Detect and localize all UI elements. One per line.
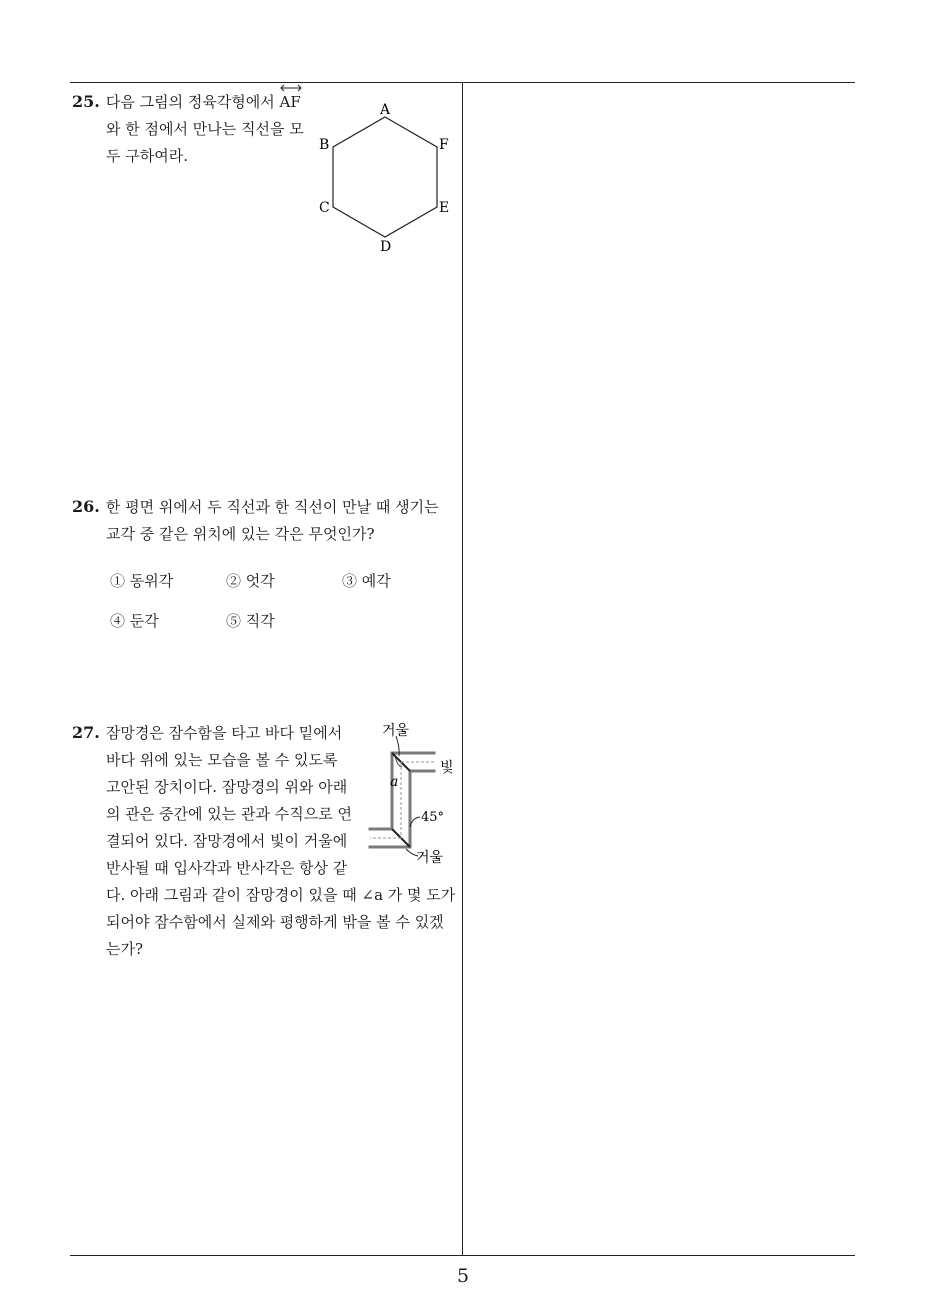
line-segment-af: AF	[280, 89, 301, 116]
vertex-label-b: B	[319, 137, 330, 153]
regular-hexagon	[333, 117, 437, 237]
question-text-line: 다음 그림의 정육각형에서	[105, 93, 280, 111]
vertex-label-f: F	[439, 137, 449, 153]
question-25	[72, 88, 304, 170]
page-number: 5	[456, 1265, 470, 1287]
question-text-line: 반사될 때 입사각과 반사각은 항상 같	[106, 859, 348, 877]
double-arrow-icon	[279, 84, 303, 92]
question-text-line: 는가?	[106, 940, 144, 958]
mirror-label-bottom: 거울	[416, 850, 444, 866]
question-text-line: 바다 위에 있는 모습을 볼 수 있도록	[106, 751, 338, 769]
mirror-label-top: 거울	[382, 723, 410, 739]
question-number: 27.	[72, 723, 100, 742]
vertex-label-a: A	[380, 102, 391, 118]
choice-5[interactable]: ⑤ 직각	[226, 612, 275, 630]
question-number: 26.	[72, 497, 100, 516]
light-label: 빛	[440, 760, 454, 776]
choice-3[interactable]: ③ 예각	[342, 572, 391, 590]
angle-label-a: a	[390, 774, 399, 790]
column-divider	[462, 82, 463, 1255]
angle-label-45: 45°	[421, 810, 445, 825]
question-number: 25.	[72, 92, 100, 111]
vertex-label-d: D	[380, 239, 392, 255]
question-text-line: 잠망경은 잠수함을 타고 바다 밑에서	[105, 724, 343, 742]
periscope-diagram	[362, 722, 462, 870]
vertex-label-c: C	[319, 200, 330, 216]
question-text-line: 와 한 점에서 만나는 직선을 모	[106, 120, 304, 138]
question-text-line: 결되어 있다. 잠망경에서 빛이 거울에	[106, 832, 348, 850]
hexagon-figure	[310, 95, 460, 260]
question-text-line: 다. 아래 그림과 같이 잠망경이 있을 때 ∠a 가 몇 도가	[106, 886, 456, 904]
bottom-rule	[70, 1255, 855, 1256]
question-26	[72, 493, 439, 548]
question-text-line: 교각 중 같은 위치에 있는 각은 무엇인가?	[106, 525, 375, 543]
question-text-line: 한 평면 위에서 두 직선과 한 직선이 만날 때 생기는	[105, 498, 439, 516]
choice-4[interactable]: ④ 둔각	[110, 612, 159, 630]
vertex-label-e: E	[439, 200, 450, 216]
question-text-line: 의 관은 중간에 있는 관과 수직으로 연	[106, 805, 352, 823]
question-text-line: 두 구하여라.	[106, 147, 188, 165]
periscope-inner-wall	[370, 771, 434, 847]
choice-2[interactable]: ② 엇각	[226, 572, 275, 590]
choice-1[interactable]: ① 동위각	[110, 572, 174, 590]
question-text-line: 되어야 잠수함에서 실제와 평행하게 밖을 볼 수 있겠	[106, 913, 444, 931]
question-text-line: 고안된 장치이다. 잠망경의 위와 아래	[106, 778, 348, 796]
